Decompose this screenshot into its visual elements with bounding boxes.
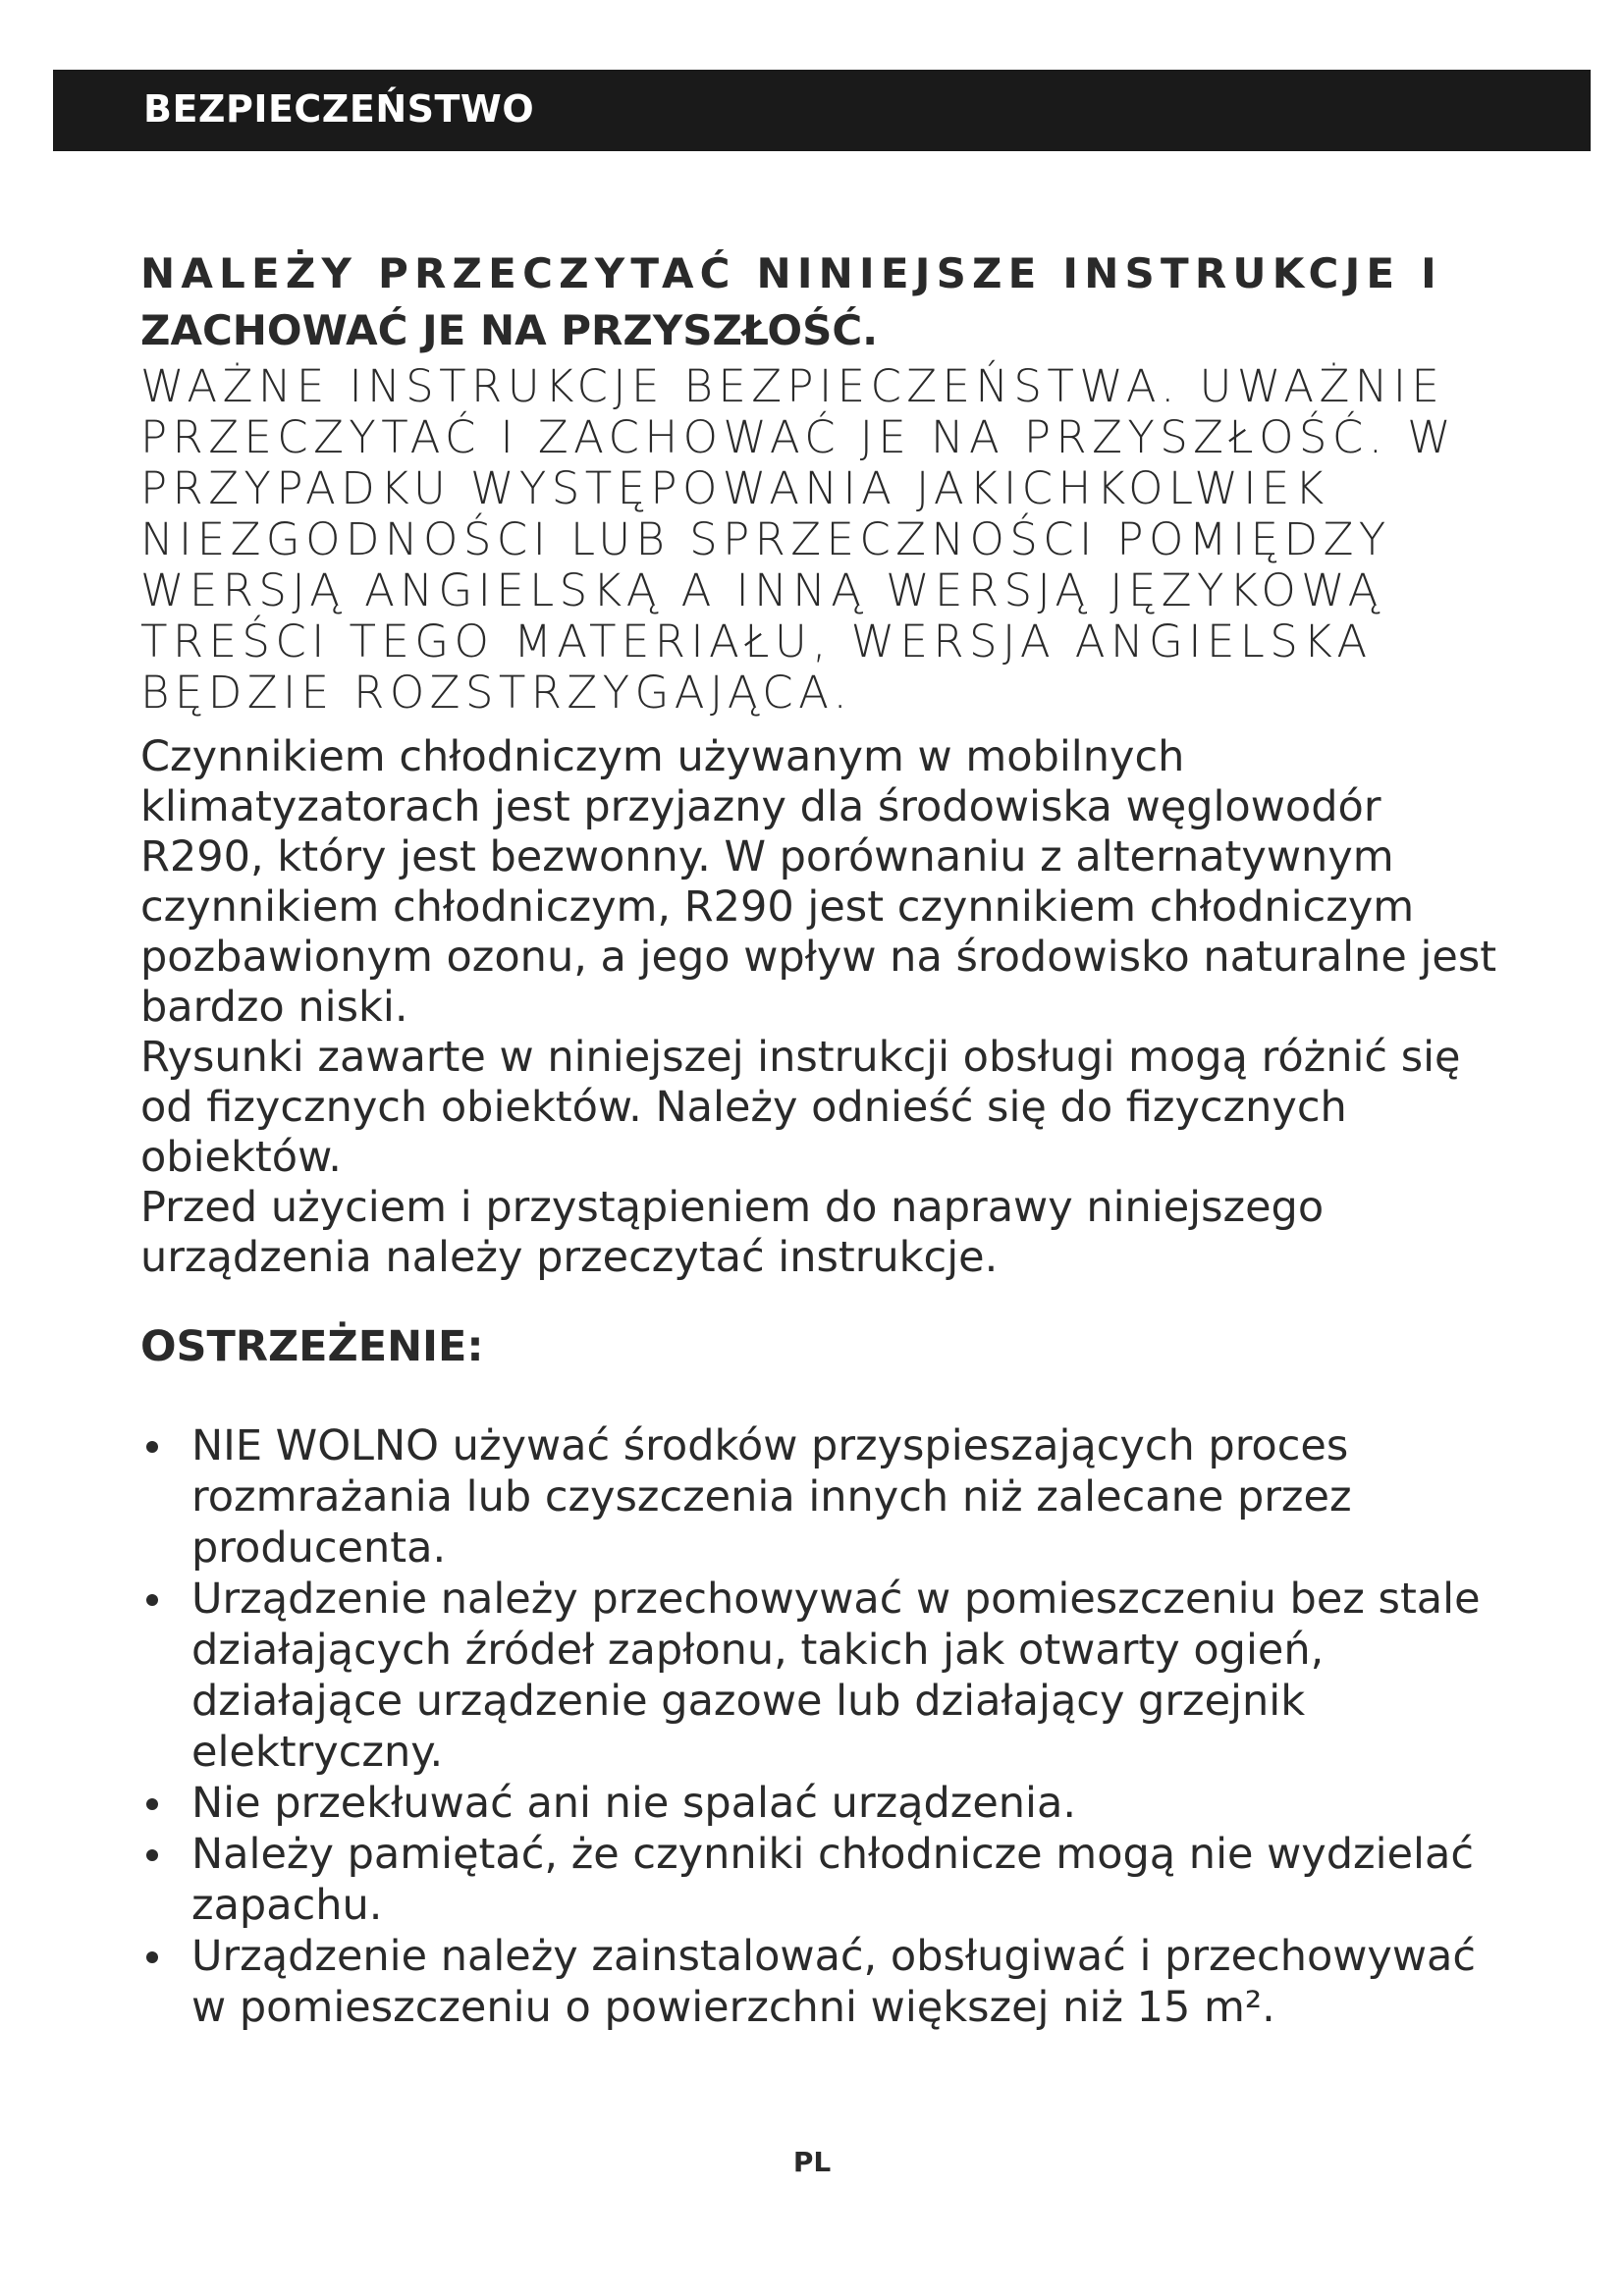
language-code: PL <box>792 2146 832 2178</box>
drawings-paragraph: Rysunki zawarte w niniejszej instrukcji obsługi mogą różnić się od fizycznych obiektów. Należy odnieść się do fizycznych obiektów. <box>140 1033 1461 1182</box>
section-title: BEZPIECZEŃSTWO <box>143 87 535 131</box>
warning-item-text: Urządzenie należy przechowywać w pomieszczeniu bez stale działających źródeł zapłonu, takich jak otwarty ogień, działające urządzenie gazowe lub działający grzejnik elektryczny. <box>191 1575 1481 1777</box>
bullet-icon <box>146 1798 158 1810</box>
warning-item <box>140 1574 1515 1778</box>
bullet-icon <box>146 1441 158 1453</box>
section-header-bar <box>53 70 1591 151</box>
warning-item <box>140 1778 1515 1829</box>
bullet-icon <box>146 1594 158 1606</box>
warning-item <box>140 1420 1515 1574</box>
warning-item <box>140 1931 1515 2033</box>
warning-item-text: Należy pamiętać, że czynniki chłodnicze mogą nie wydzielać zapachu. <box>191 1830 1474 1930</box>
warning-title: OSTRZEŻENIE: <box>140 1322 484 1371</box>
warning-list <box>140 1420 1515 2033</box>
warning-item <box>140 1829 1515 1931</box>
warning-item-text: Urządzenie należy zainstalować, obsługiwać i przechowywać w pomieszczeniu o powierzchni większej niż 15 m². <box>191 1932 1477 2032</box>
read-instructions-paragraph: Przed użyciem i przystąpieniem do naprawy niniejszego urządzenia należy przeczytać instrukcje. <box>140 1183 1325 1282</box>
bullet-icon <box>146 1849 158 1861</box>
headline-line-2: ZACHOWAĆ JE NA PRZYSZŁOŚĆ. <box>140 306 879 354</box>
bullet-icon <box>146 1951 158 1963</box>
safety-content <box>140 245 1515 2033</box>
headline-line-1: NALEŻY PRZECZYTAĆ NINIEJSZE INSTRUKCJE I <box>140 249 1442 297</box>
warning-item-text: NIE WOLNO używać środków przyspieszających proces rozmrażania lub czyszczenia innych niż zalecane przez producenta. <box>191 1421 1352 1573</box>
headline <box>140 245 1515 359</box>
important-notice-caps: WAŻNE INSTRUKCJE BEZPIECZEŃSTWA. UWAŻNIE PRZECZYTAĆ I ZACHOWAĆ JE NA PRZYSZŁOŚĆ. W PRZYPADKU WYSTĘPOWANIA JAKICHKOLWIEK NIEZGODNOŚCI LUB SPRZECZNOŚCI POMIĘDZY WERSJĄ ANGIELSKĄ A INNĄ WERSJĄ JĘZYKOWĄ TREŚCI TEGO MATERIAŁU, WERSJA ANGIELSKA BĘDZIE ROZSTRZYGAJĄCA. <box>140 360 1457 719</box>
warning-item-text: Nie przekłuwać ani nie spalać urządzenia. <box>191 1779 1077 1828</box>
refrigerant-paragraph: Czynnikiem chłodniczym używanym w mobilnych klimatyzatorach jest przyjazny dla środowiska węglowodór R290, który jest bezwonny. W porównaniu z alternatywnym czynnikiem chłodniczym, R290 jest czynnikiem chłodniczym pozbawionym ozonu, a jego wpływ na środowisko naturalne jest bardzo niski. <box>140 732 1497 1032</box>
